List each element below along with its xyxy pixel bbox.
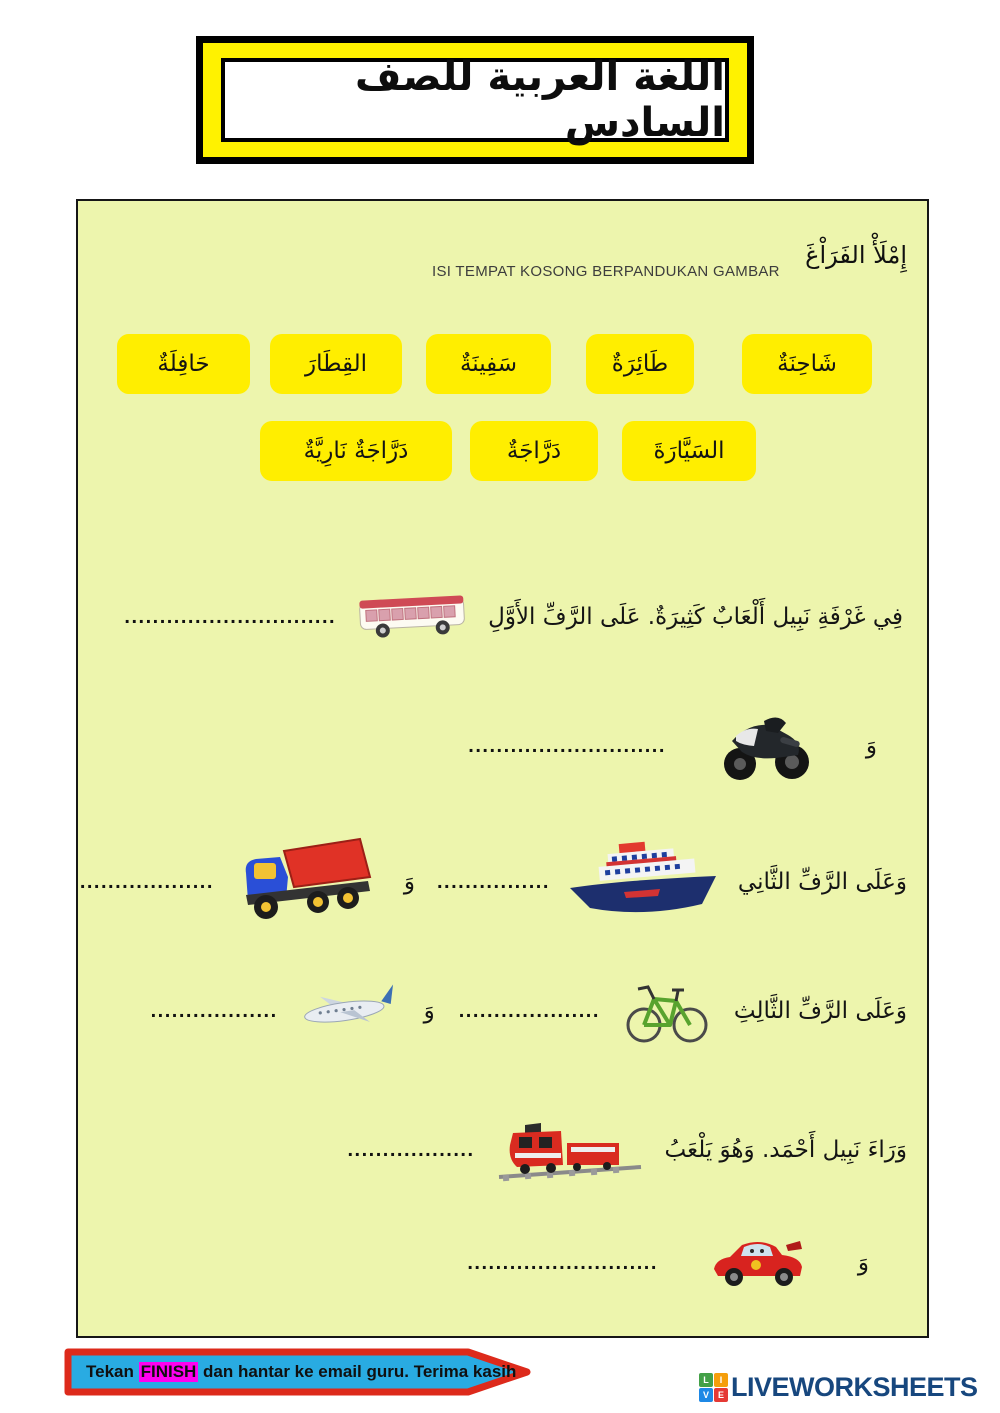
logo-square-i: I (714, 1373, 728, 1387)
exercise-line-3 (80, 833, 907, 930)
sentence-shelf-three: وَعَلَى الرَّفِّ الثَّالِثِ (733, 997, 907, 1024)
toy-bus-image (356, 589, 468, 644)
toy-red-car-image (708, 1229, 808, 1296)
logo-square-l: L (699, 1373, 713, 1387)
answer-blank-6[interactable]: ........................... (467, 1251, 658, 1274)
answer-blank-2[interactable]: ............................ (468, 734, 666, 757)
toy-bicycle-image (624, 969, 710, 1052)
logo-square-e: E (714, 1388, 728, 1402)
word-chip-motorcycle: دَرَّاجَةٌ نَارِيَّةٌ (260, 421, 452, 481)
conjunction-wa: وَ (423, 997, 435, 1024)
liveworksheets-wordmark: LIVEWORKSHEETS (731, 1372, 978, 1402)
exercise-line-6 (467, 1229, 869, 1296)
toy-airplane-image (296, 979, 400, 1042)
word-chip-bicycle: دَرَّاجَةٌ (470, 421, 598, 481)
sentence-shelf-one: فِي غَرْفَةِ نَبِيل أَلْعَابٌ كَثِيرَةٌ. عَلَى الرَّفِّ الأَوَّلِ (488, 603, 903, 630)
finish-instruction-banner (64, 1348, 534, 1396)
exercise-line-4 (151, 969, 907, 1052)
exercise-line-1 (124, 589, 903, 644)
answer-blank-5[interactable]: .................. (347, 1138, 475, 1161)
instruction-malay: ISI TEMPAT KOSONG BERPANDUKAN GAMBAR (432, 263, 780, 280)
finish-text-pre: Tekan (86, 1362, 139, 1381)
title-banner (196, 36, 754, 164)
word-chip-train: القِطَارَ (270, 334, 402, 394)
word-chip-ship: سَفِينَةٌ (426, 334, 551, 394)
toy-truck-image (232, 833, 382, 930)
toy-train-image (495, 1109, 645, 1190)
answer-blank-1[interactable]: .............................. (124, 605, 337, 628)
logo-square-v: V (699, 1388, 713, 1402)
answer-blank-3a[interactable]: ................ (437, 870, 550, 893)
page-title: اللغة العربية للصف السادس (355, 54, 725, 146)
exercise-line-2 (468, 701, 877, 790)
toy-motorcycle-image (718, 701, 814, 790)
instruction-arabic: إِمْلَأْ الفَرَاْغَ (805, 241, 907, 269)
answer-blank-3b[interactable]: ................... (79, 870, 214, 893)
conjunction-wa: وَ (865, 732, 877, 759)
conjunction-wa: وَ (403, 868, 415, 895)
word-chip-airplane: طَائِرَةٌ (586, 334, 694, 394)
toy-ship-image (564, 836, 724, 927)
worksheet-panel (76, 199, 929, 1338)
finish-instruction-text (86, 1348, 516, 1396)
finish-text-post: dan hantar ke email guru. Terima kasih (198, 1362, 517, 1381)
answer-blank-4b[interactable]: .................. (150, 999, 278, 1022)
finish-highlight: FINISH (140, 1362, 197, 1381)
word-chip-truck: شَاحِنَةٌ (742, 334, 872, 394)
word-chip-bus: حَافِلَةٌ (117, 334, 250, 394)
conjunction-wa: وَ (857, 1249, 869, 1276)
answer-blank-4a[interactable]: .................... (458, 999, 600, 1022)
title-inner-box (221, 54, 729, 146)
word-chip-car: السَيَّارَةَ (622, 421, 756, 481)
liveworksheets-logo[interactable] (699, 1372, 978, 1403)
sentence-behind-nabil: وَرَاءَ نَبِيل أَحْمَد. وَهُوَ يَلْعَبُ (664, 1136, 907, 1163)
exercise-line-5 (348, 1109, 908, 1190)
sentence-shelf-two: وَعَلَى الرَّفِّ الثَّانِي (737, 868, 907, 895)
liveworksheets-logo-icon (699, 1373, 728, 1402)
